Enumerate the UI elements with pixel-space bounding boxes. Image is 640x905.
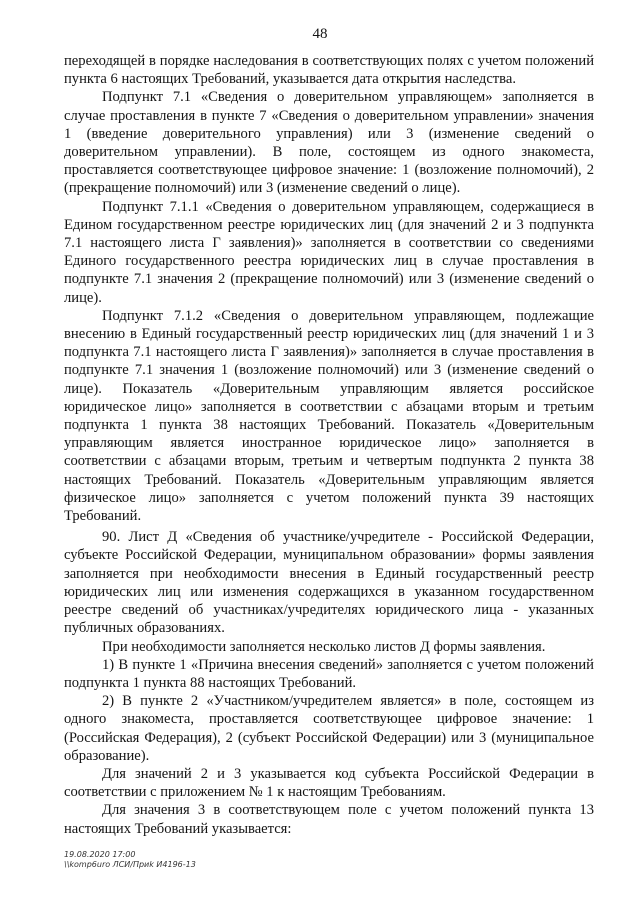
paragraph-subpoint-7-1-1: Подпункт 7.1.1 «Сведения о доверительном управляющем, содержащиеся в Едином государственном реестре юридических лиц (для значений 2 и 3 подпункта 7.1 настоящего листа Г заявления)» заполняется в соответствии со сведениями Единого государственного реестра юридических лиц в случае проставления в подпункте 7.1 значения 2 (прекращение полномочий) или 3 (изменение сведений о лице).: [64, 198, 594, 306]
paragraph-multiple-sheets: При необходимости заполняется несколько листов Д формы заявления.: [102, 638, 546, 655]
paragraph-continuation: переходящей в порядке наследования в соответствующих полях с учетом положений пункта 6 настоящих Требований, указывается дата открытия наследства.: [64, 53, 594, 88]
footer-file-path: \\komp6uro ЛСИ/Приk И4196-13: [64, 860, 196, 869]
document-body: [64, 52, 594, 838]
paragraph-values-2-3: Для значений 2 и 3 указывается код субъекта Российской Федерации в соответствии с приложением № 1 к настоящим Требованиям.: [64, 765, 594, 801]
paragraph-subpoint-7-1: Подпункт 7.1 «Сведения о доверительном управляющем» заполняется в случае проставления в пункте 7 «Сведения о доверительном управлении» значения 1 (введение доверительного управления) или 3 (изменение сведений о доверительном управлении). В поле, состоящем из одного знакоместа, проставляется соответствующее цифровое значение: 1 (возложение полномочий), 2 (прекращение полномочий) или 3 (изменение сведений о лице).: [64, 89, 594, 197]
paragraph-item-2: 2) В пункте 2 «Участником/учредителем является» в поле, состоящем из одного знакоместа, проставляется соответствующее цифровое значение: 1 (Российская Федерация), 2 (субъект Российской Федерации) или 3 (муниципальное образование).: [64, 693, 594, 764]
paragraph-subpoint-7-1-2: Подпункт 7.1.2 «Сведения о доверительном управляющем, подлежащие внесению в Единый государственный реестр юридических лиц (для значений 1 и 3 подпункта 7.1 настоящего листа Г заявления)» заполняется в случае проставления в подпункте 7.1 значения 1 (возложение полномочий) или 3 (изменение сведений о лице). Показатель «Доверительным управляющим является российское юридическое лицо» заполняется в соответствии с абзацами вторым и третьим подпункта 1 пункта 38 настоящих Требований. Показатель «Доверительным управляющим является иностранное юридическое лицо» заполняется в соответствии с абзацами вторым, третьим и четвертым подпункта 2 пункта 38 настоящих Требований. Показатель «Доверительным управляющим является физическое лицо» заполняется с учетом положений пункта 39 настоящих Требований.: [64, 307, 594, 525]
paragraph-value-3: Для значения 3 в соответствующем поле с учетом положений пункта 13 настоящих Требований указывается:: [64, 802, 594, 837]
footer-timestamp: 19.08.2020 17:00: [64, 850, 136, 859]
footer-stamp: [64, 850, 196, 870]
paragraph-item-1: 1) В пункте 1 «Причина внесения сведений» заполняется с учетом положений подпункта 1 пункта 88 настоящих Требований.: [64, 656, 594, 691]
page-number: 48: [312, 26, 328, 42]
paragraph-point-90: 90. Лист Д «Сведения об участнике/учредителе - Российской Федерации, субъекте Российской Федерации, муниципальном образовании» формы заявления заполняется при необходимости внесения в Единый государственный реестр юридических лиц или изменения содержащихся в указанном государственном реестре сведений об участниках/учредителях юридического лица - указанных публичных образованиях.: [64, 529, 594, 637]
